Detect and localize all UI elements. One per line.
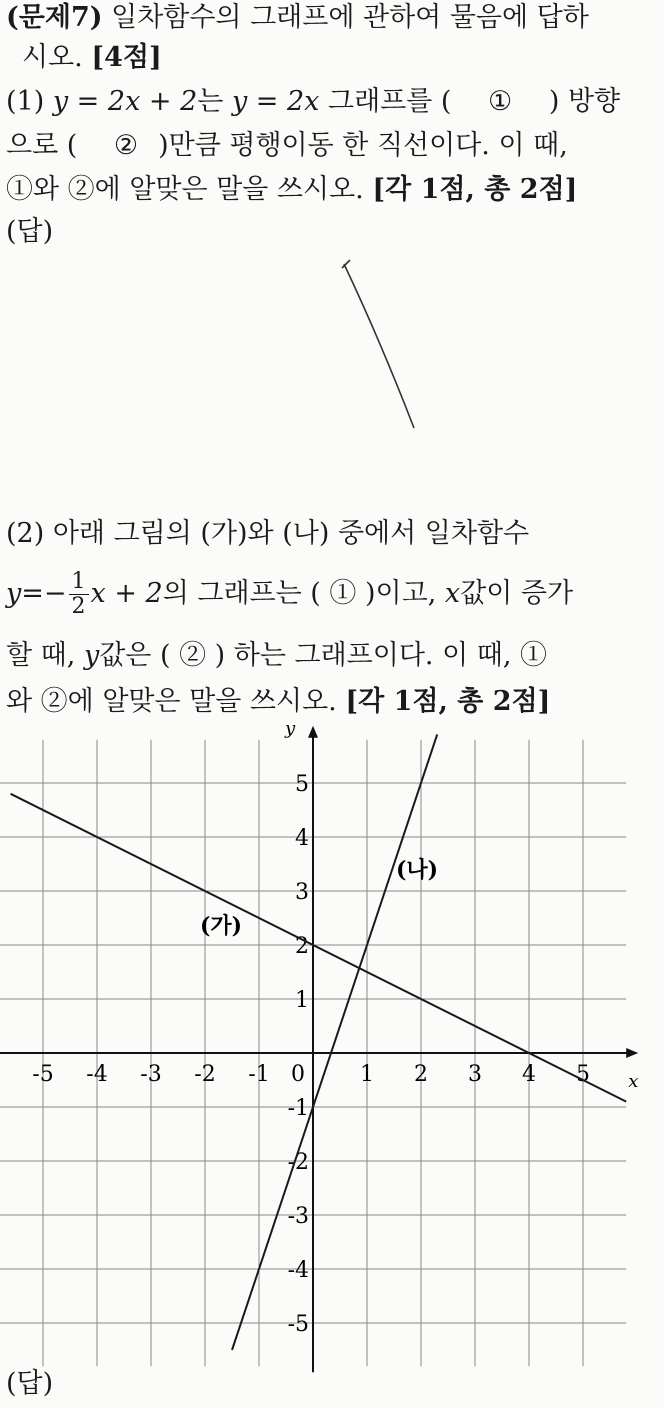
q2-instruction: 와 ②에 알맞은 말을 쓰시오. (6, 686, 337, 717)
x-tick-label: -4 (86, 1062, 108, 1087)
q1-line3 (6, 172, 577, 208)
q1-equation-1: y = 2x + 2 (52, 86, 198, 117)
x-tick-label: 1 (360, 1062, 374, 1087)
y-axis-arrow (308, 726, 318, 738)
problem-points: [4점] (91, 42, 162, 73)
q1-instruction: ①와 ②에 알맞은 말을 쓰시오. (6, 174, 364, 205)
q2-eq-x: x (444, 578, 461, 609)
problem-label: (문제7) (6, 2, 103, 33)
q1-blank-2: ② (113, 130, 139, 161)
q2-fraction-numerator: 1 (69, 570, 89, 595)
y-tick-label: 3 (295, 880, 309, 905)
problem-header (6, 0, 589, 36)
coordinate-graph (0, 717, 664, 1360)
y-tick-label: -3 (287, 1204, 309, 1229)
problem-title: 일차함수의 그래프에 관하여 물음에 답하 (111, 2, 589, 33)
x-axis-label: x (628, 1071, 639, 1092)
y-tick-label: 4 (295, 826, 309, 851)
x-tick-label: -3 (140, 1062, 162, 1087)
q1-equation-2: y = 2x (231, 86, 320, 117)
x-tick-label: -1 (248, 1062, 270, 1087)
q2-text-c: 할 때, (6, 640, 76, 671)
series-label-1: (가) (200, 913, 243, 939)
pen-stroke-mark (330, 250, 430, 440)
q2-eq-rest: x + 2 (90, 578, 163, 609)
q2-text-a: 의 그래프는 ( ① )이고, (162, 578, 437, 609)
series-line-1 (11, 794, 627, 1102)
q2-eq-y: y (6, 578, 22, 609)
q2-fraction-denominator: 2 (71, 594, 86, 619)
q2-points: [각 1점, 총 2점] (345, 686, 551, 717)
x-tick-label: -2 (194, 1062, 216, 1087)
y-tick-label: -2 (287, 1150, 309, 1175)
y-tick-label: -1 (287, 1096, 309, 1121)
q1-blank-1: ① (488, 86, 513, 117)
q2-text-b: 값이 증가 (460, 578, 574, 609)
q1-number: (1) (6, 86, 45, 117)
q2-line4 (6, 684, 550, 720)
y-tick-label: 5 (295, 772, 309, 797)
q2-eq-sign: =− (21, 578, 67, 609)
y-tick-label: -5 (287, 1312, 309, 1337)
y-tick-label: 2 (295, 934, 309, 959)
y-tick-label: -4 (287, 1258, 309, 1283)
q2-line1: (2) 아래 그림의 (가)와 (나) 중에서 일차함수 (6, 518, 530, 549)
q2-answer-label: (답) (6, 1368, 54, 1399)
q1-line1 (6, 84, 620, 120)
y-tick-label: 1 (295, 988, 309, 1013)
q1-text-d: 으로 ( (6, 130, 78, 161)
q2-fraction (69, 570, 89, 619)
problem-header-cont (22, 40, 162, 76)
x-axis-arrow (626, 1048, 638, 1058)
q1-text-a: 는 (197, 86, 224, 117)
x-tick-label: 4 (522, 1062, 536, 1087)
x-tick-label: 3 (468, 1062, 482, 1087)
q2-line3 (6, 638, 547, 674)
x-tick-label: -5 (32, 1062, 54, 1087)
q1-answer-label: (답) (6, 216, 54, 247)
q2-text-d: 값은 ( ② ) 하는 그래프이다. 이 때, ① (99, 640, 547, 671)
q1-text-c: ) 방향 (548, 86, 621, 117)
q1-text-b: 그래프를 ( (328, 86, 452, 117)
q2-line2 (6, 570, 573, 619)
problem-title-cont: 시오. (22, 42, 83, 73)
series-label-2: (나) (396, 857, 439, 883)
origin-label: 0 (291, 1062, 305, 1087)
x-tick-label: 2 (414, 1062, 428, 1087)
q1-points: [각 1점, 총 2점] (372, 174, 578, 205)
q1-line2 (6, 128, 568, 164)
y-axis-label: y (285, 717, 296, 739)
x-tick-label: 5 (576, 1062, 590, 1087)
q1-text-e: )만큼 평행이동 한 직선이다. 이 때, (158, 130, 568, 161)
q2-eq-y2: y (83, 640, 100, 671)
series-line-2 (232, 734, 437, 1350)
